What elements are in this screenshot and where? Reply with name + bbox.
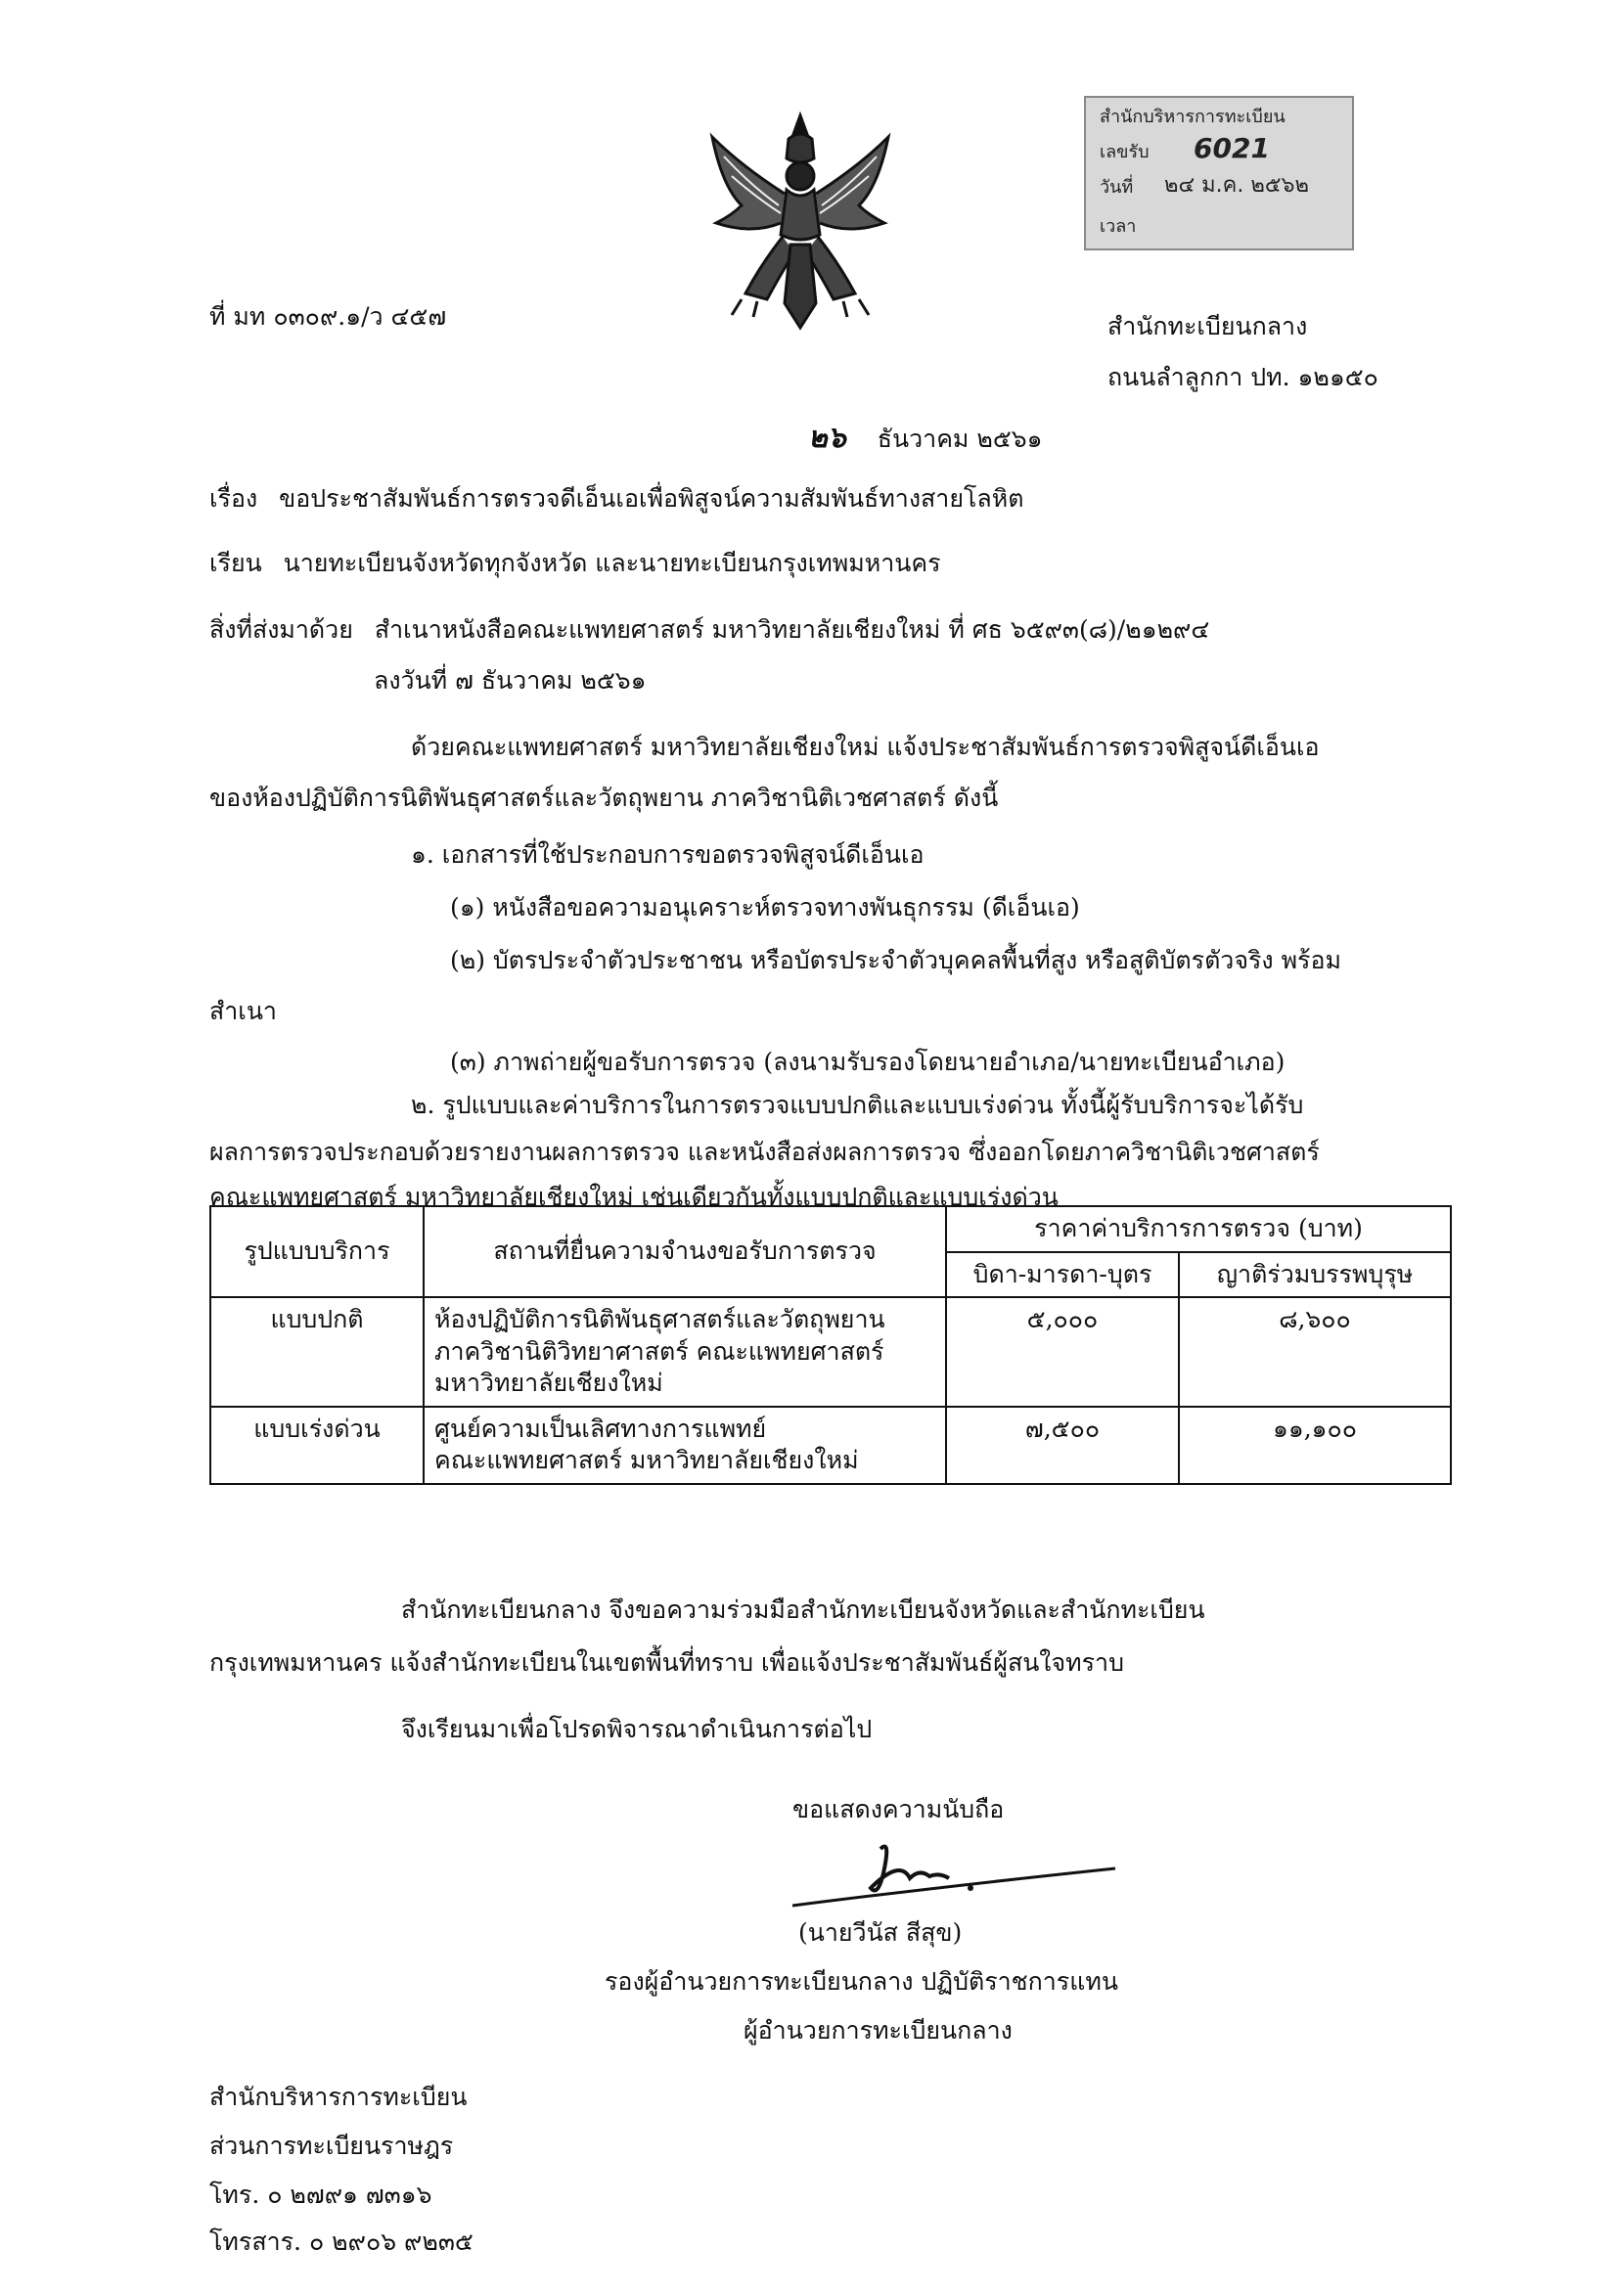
regards: ขอแสดงความนับถือ — [792, 1795, 1005, 1823]
stamp-receipt-number: 6021 — [1194, 132, 1270, 164]
date-month-year: ธันวาคม ๒๕๖๑ — [877, 425, 1043, 453]
place-line: ห้องปฏิบัติการนิติพันธุศาสตร์และวัตถุพยาน — [434, 1305, 885, 1333]
office-name: สำนักทะเบียนกลาง — [1107, 312, 1308, 340]
header-service-type: รูปแบบบริการ — [210, 1206, 424, 1297]
place-line: มหาวิทยาลัยเชียงใหม่ — [434, 1369, 663, 1397]
body-intro-1: ด้วยคณะแพทยศาสตร์ มหาวิทยาลัยเชียงใหม่ แจ้งประชาสัมพันธ์การตรวจพิสูจน์ดีเอ็นเอ — [411, 733, 1320, 761]
receipt-stamp — [1084, 96, 1354, 250]
reference-number: ที่ มท ๐๓๐๙.๑/ว ๔๕๗ — [209, 302, 447, 331]
item-2-line-3: คณะแพทยศาสตร์ มหาวิทยาลัยเชียงใหม่ เช่นเดียวกันทั้งแบบปกติและแบบเร่งด่วน — [209, 1183, 1059, 1211]
item-2-line-1: ๒. รูปแบบและค่าบริการในการตรวจแบบปกติและแบบเร่งด่วน ทั้งนี้ผู้รับบริการจะได้รับ — [411, 1091, 1304, 1119]
subject-line — [209, 483, 1023, 516]
row-normal-type: แบบปกติ — [210, 1297, 424, 1407]
closing-para-1: สำนักทะเบียนกลาง จึงขอความร่วมมือสำนักทะเบียนจังหวัดและสำนักทะเบียน — [401, 1596, 1205, 1624]
table-row — [210, 1297, 1451, 1407]
header-price: ราคาค่าบริการการตรวจ (บาท) — [946, 1206, 1451, 1252]
signature — [783, 1829, 1135, 1917]
stamp-date: ๒๔ ม.ค. ๒๕๖๒ — [1164, 173, 1309, 198]
enclosure-label: สิ่งที่ส่งมาด้วย — [209, 615, 353, 644]
row-urgent-parent-price: ๗,๕๐๐ — [946, 1407, 1179, 1484]
footer-dept-1: สำนักบริหารการทะเบียน — [209, 2083, 468, 2111]
item-1-2: (๒) บัตรประจำตัวประชาชน หรือบัตรประจำตัวบุคคลพื้นที่สูง หรือสูติบัตรตัวจริง พร้อม — [450, 946, 1341, 974]
row-normal-parent-price: ๕,๐๐๐ — [946, 1297, 1179, 1407]
to-text: นายทะเบียนจังหวัดทุกจังหวัด และนายทะเบียนกรุงเทพมหานคร — [283, 549, 941, 577]
office-address: ถนนลำลูกกา ปท. ๑๒๑๕๐ — [1107, 363, 1378, 391]
stamp-office: สำนักบริหารการทะเบียน — [1100, 107, 1286, 127]
table-header-row — [210, 1206, 1451, 1252]
item-1-3: (๓) ภาพถ่ายผู้ขอรับการตรวจ (ลงนามรับรองโดยนายอำเภอ/นายทะเบียนอำเภอ) — [450, 1048, 1286, 1076]
footer-dept-2: ส่วนการทะเบียนราษฎร — [209, 2132, 454, 2160]
stamp-receipt-label: เลขรับ — [1100, 142, 1150, 162]
footer-phone: โทร. ๐ ๒๗๙๑ ๗๓๑๖ — [209, 2181, 432, 2209]
row-urgent-relative-price: ๑๑,๑๐๐ — [1179, 1407, 1451, 1484]
body-intro-2: ของห้องปฏิบัติการนิติพันธุศาสตร์และวัตถุพยาน ภาควิชานิติเวชศาสตร์ ดังนี้ — [209, 784, 999, 812]
enclosure-text: สำเนาหนังสือคณะแพทยศาสตร์ มหาวิทยาลัยเชียงใหม่ ที่ ศธ ๖๕๙๓(๘)/๒๑๒๙๔ — [374, 615, 1210, 644]
row-urgent-place — [424, 1407, 946, 1484]
enclosure-date: ลงวันที่ ๗ ธันวาคม ๒๕๖๑ — [374, 666, 647, 695]
header-place: สถานที่ยื่นความจำนงขอรับการตรวจ — [424, 1206, 946, 1297]
garuda-emblem — [702, 108, 898, 333]
stamp-time-label: เวลา — [1100, 216, 1137, 237]
signer-title-2: ผู้อำนวยการทะเบียนกลาง — [744, 2016, 1013, 2045]
enclosure-line — [209, 614, 1209, 647]
item-2-line-2: ผลการตรวจประกอบด้วยรายงานผลการตรวจ และหนังสือส่งผลการตรวจ ซึ่งออกโดยภาควิชานิติเวชศาสตร์ — [209, 1138, 1320, 1166]
stamp-date-label: วันที่ — [1100, 177, 1134, 198]
item-1-1: (๑) หนังสือขอความอนุเคราะห์ตรวจทางพันธุกรรม (ดีเอ็นเอ) — [450, 893, 1080, 922]
place-line: ภาควิชานิติวิทยาศาสตร์ คณะแพทยศาสตร์ — [434, 1336, 884, 1366]
subject-text: ขอประชาสัมพันธ์การตรวจดีเอ็นเอเพื่อพิสูจน์ความสัมพันธ์ทางสายโลหิต — [279, 484, 1024, 513]
closing-para-1-cont: กรุงเทพมหานคร แจ้งสำนักทะเบียนในเขตพื้นที่ทราบ เพื่อแจ้งประชาสัมพันธ์ผู้สนใจทราบ — [209, 1648, 1124, 1677]
signer-name: (นายวีนัส สีสุข) — [798, 1918, 963, 1947]
service-fee-table — [209, 1205, 1452, 1485]
table-row — [210, 1407, 1451, 1484]
item-1: ๑. เอกสารที่ใช้ประกอบการขอตรวจพิสูจน์ดีเอ็นเอ — [411, 840, 925, 869]
footer-fax: โทรสาร. ๐ ๒๙๐๖ ๙๒๓๕ — [209, 2227, 474, 2256]
row-normal-place — [424, 1297, 946, 1407]
closing-para-2: จึงเรียนมาเพื่อโปรดพิจารณาดำเนินการต่อไป — [401, 1715, 873, 1743]
item-1-2-cont: สำเนา — [209, 997, 277, 1025]
subject-label: เรื่อง — [209, 484, 258, 513]
date-day: ๒๖ — [808, 421, 846, 455]
header-relative: ญาติร่วมบรรพบุรุษ — [1179, 1252, 1451, 1298]
header-parent-child: บิดา-มารดา-บุตร — [946, 1252, 1179, 1298]
letter-date — [808, 419, 1043, 457]
addressee-line — [209, 548, 941, 580]
row-urgent-type: แบบเร่งด่วน — [210, 1407, 424, 1484]
signer-title-1: รองผู้อำนวยการทะเบียนกลาง ปฏิบัติราชการแทน — [605, 1967, 1118, 1996]
row-normal-relative-price: ๘,๖๐๐ — [1179, 1297, 1451, 1407]
to-label: เรียน — [209, 549, 262, 577]
place-line: คณะแพทยศาสตร์ มหาวิทยาลัยเชียงใหม่ — [434, 1446, 859, 1474]
place-line: ศูนย์ความเป็นเลิศทางการแพทย์ — [434, 1414, 767, 1443]
